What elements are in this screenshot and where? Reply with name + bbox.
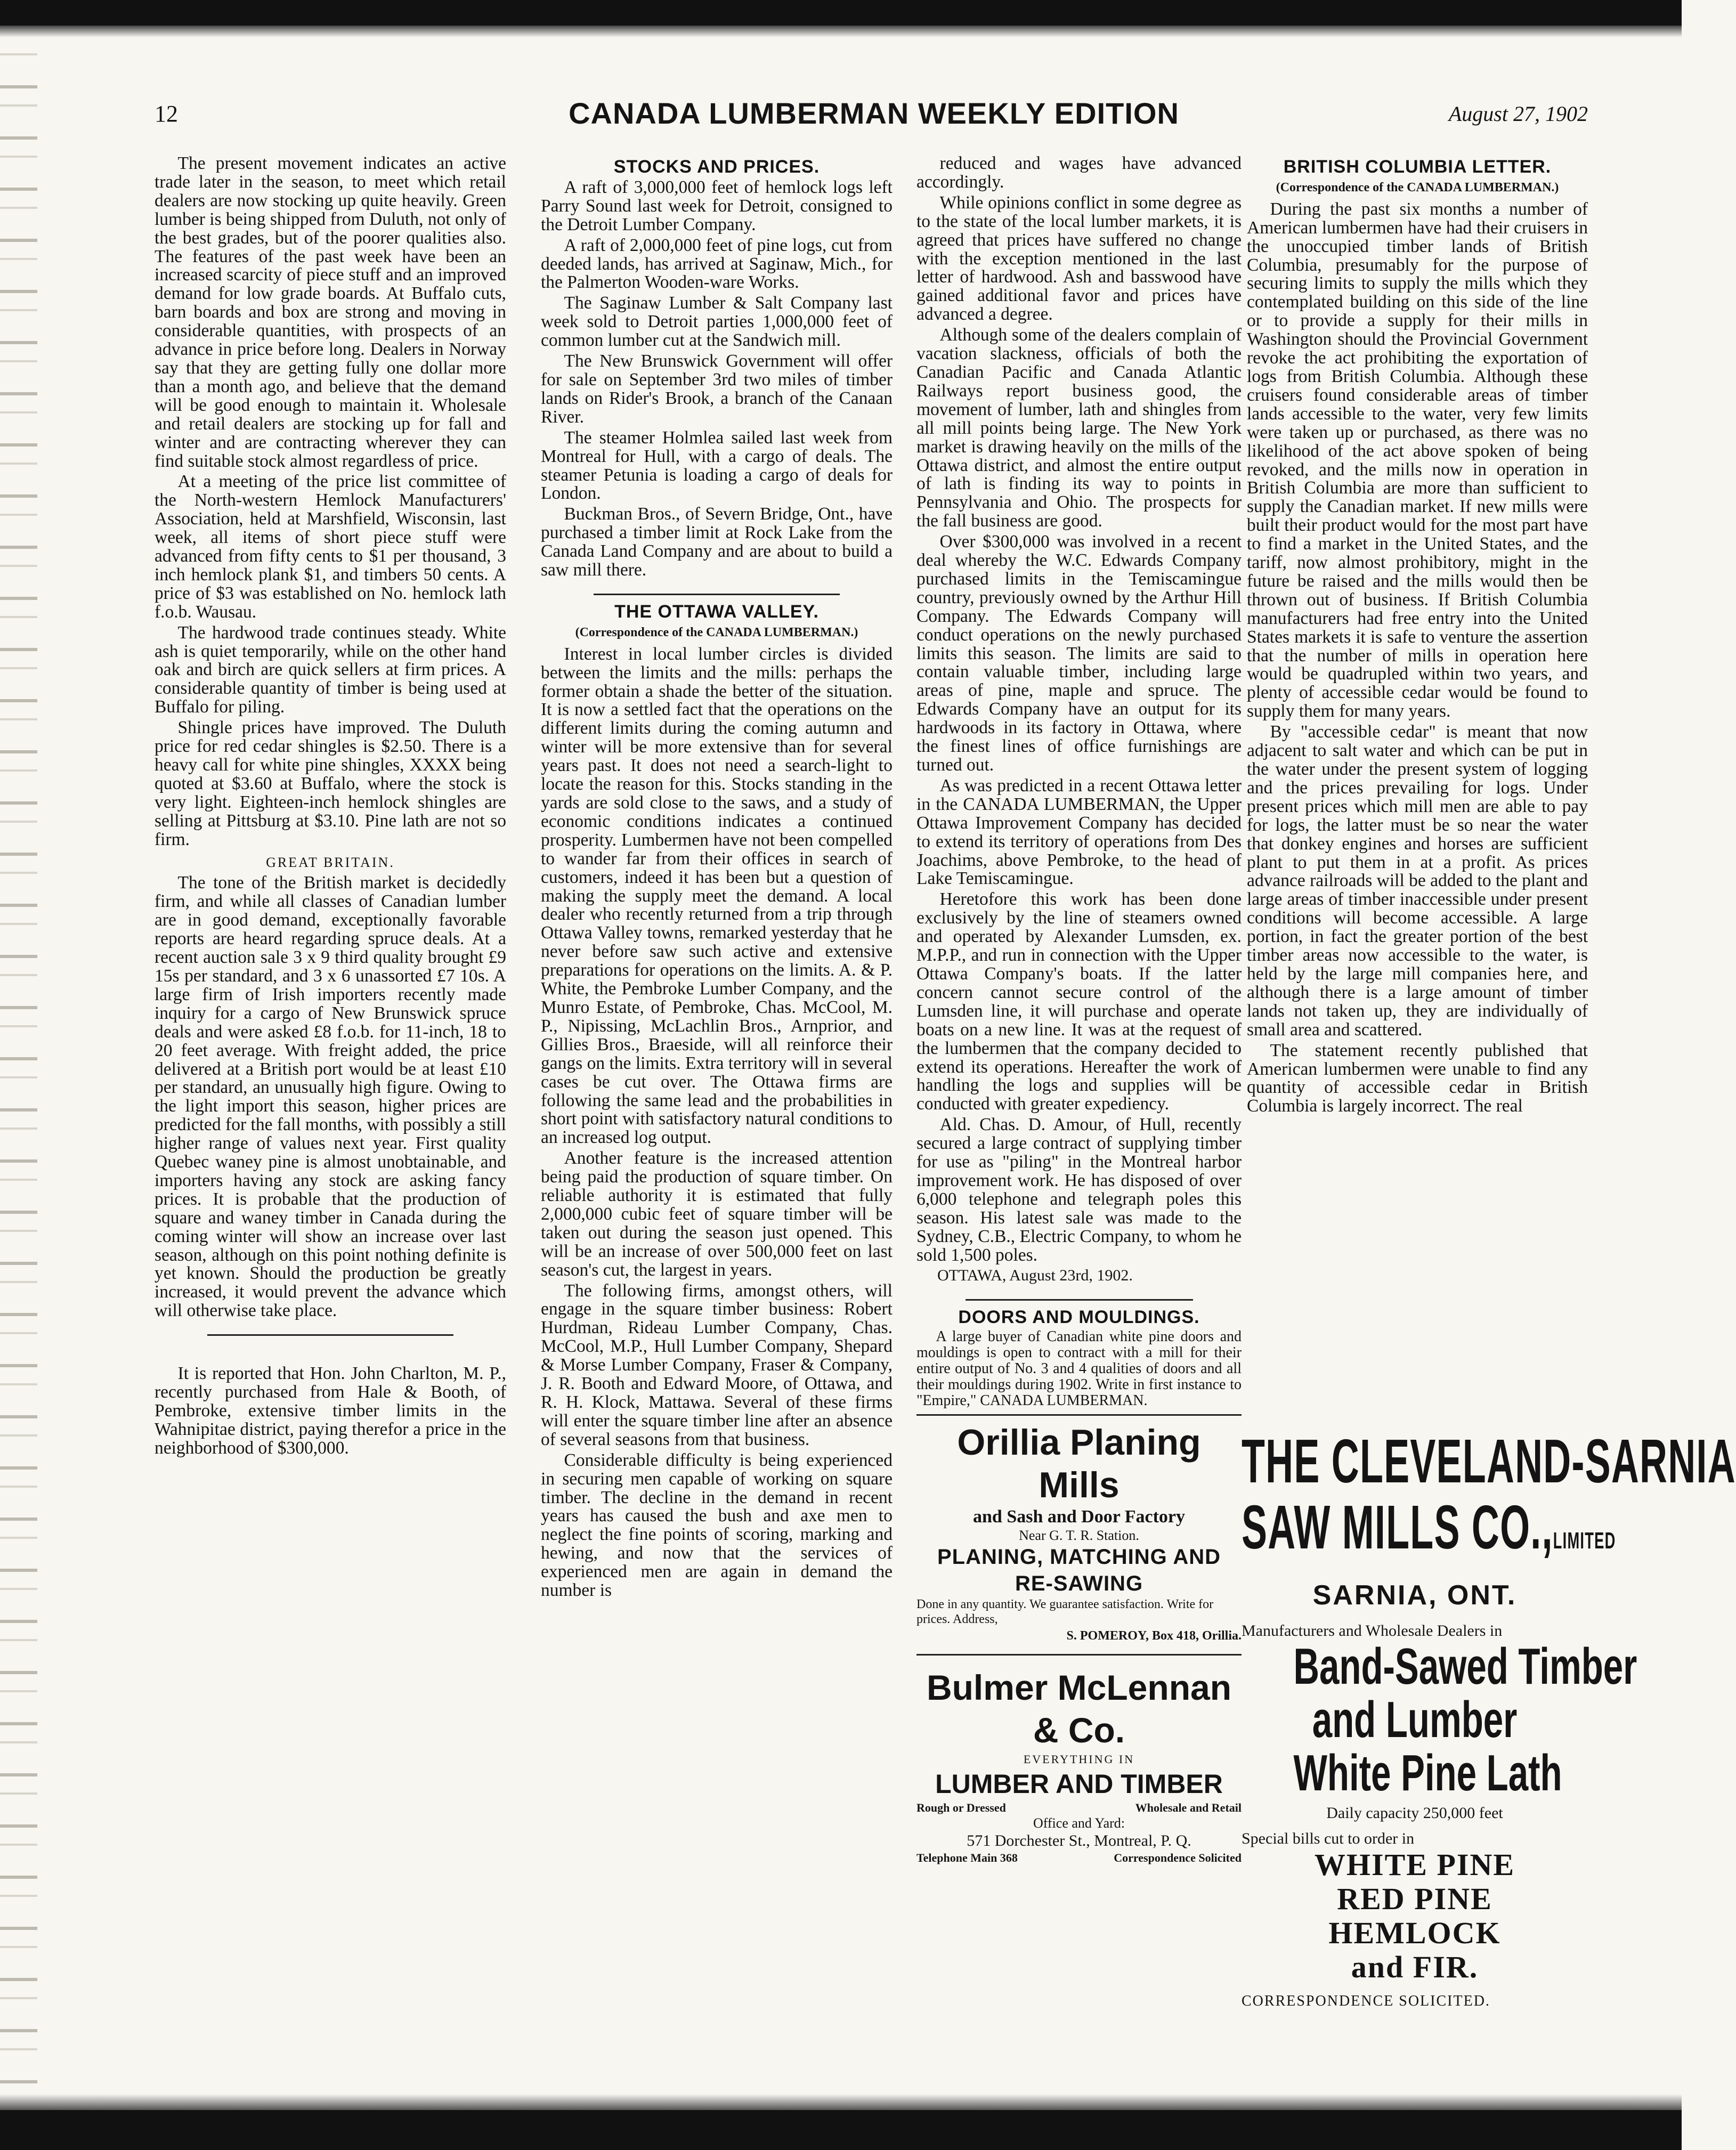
- paragraph: reduced and wages have advanced accordingly.: [916, 153, 1242, 192]
- paragraph: Over $300,000 was involved in a recent deal whereby the W.C. Edwards Company purchased limits in the Temiscamingue country, previously owned by the Arthur Hill Company. The Edwards Company will conduct operations on the newly purchased limits this season. The limits are said to contain valuable timber, including large areas of pine, maple and spruce. The Edwards Company have an output for its hardwoods in its factory in Ottawa, where the finest lines of office furnishings are turned out.: [916, 532, 1242, 775]
- divider: [594, 594, 840, 595]
- section-heading-ottawa: THE OTTAWA VALLEY.: [614, 601, 819, 622]
- section-heading-great-britain: GREAT BRITAIN.: [266, 854, 395, 870]
- paragraph: Although some of the dealers complain of vacation slackness, officials of both the Canadian Pacific and Canada Atlantic Railways report business good, the movement of lumber, lath and shingles from all mill points being large. The New York market is drawing heavily on the mills of the Ottawa district, and almost the entire output of lath is finding its way to points in Pennsylvania and Ohio. The prospects for the fall business are good.: [916, 325, 1242, 531]
- cs-ad-logo-line1: THE CLEVELAND-SARNIA: [1242, 1426, 1736, 1496]
- section-heading-stocks: STOCKS AND PRICES.: [613, 157, 820, 177]
- column-3: [916, 155, 1242, 1865]
- paragraph: The tone of the British market is decidedly firm, and while all classes of Canadian lumber are in good demand, exceptionally favorable reports are heard regarding spruce deals. At a recent auction sale 3 x 9 third quality brought £9 15s per standard, and 3 x 6 unassorted £7 10s. A large firm of Irish importers recently made inquiry for a cargo of New Brunswick spruce deals and were asked £8 f.o.b. for 11-inch, 18 to 20 feet average. With freight added, the price delivered at a British port would be at least £10 per standard, an unusually high figure. Owing to the light import this season, higher prices are predicted for the fall months, with possibly a still higher range of values next year. First quality Quebec waney pine is almost unobtainable, and importers having any stock are asking fancy prices. It is probable that the production of square and waney timber in Canada during the coming winter will show an increase over last season, although on this point nothing definite is yet known. Should the production be greatly increased, it would prevent the advance which will otherwise take place.: [155, 873, 506, 1321]
- scan-bottom-shadow: [0, 2094, 1682, 2110]
- cs-ad-logo-line2: [1242, 1492, 1616, 1574]
- orillia-ad: [916, 1414, 1242, 1645]
- paragraph: Considerable difficulty is being experienced in securing men capable of working on square timber. The decline in the demand in recent years has caused the bush and axe men to neglect the fine points of scoring, marking and hewing, and now that the services of experienced men are again in demand the number is: [541, 1450, 893, 1601]
- paragraph: A raft of 3,000,000 feet of hemlock logs left Parry Sound last week for Detroit, consigned to the Detroit Lumber Company.: [541, 177, 893, 234]
- orillia-ad-sub: and Sash and Door Factory: [973, 1507, 1185, 1527]
- cs-ad-product-3: White Pine Lath: [1293, 1745, 1562, 1802]
- orillia-ad-near: Near G. T. R. Station.: [1019, 1528, 1139, 1544]
- paragraph: The hardwood trade continues steady. White ash is quiet temporarily, while on the other hand oak and birch are quick sellers at firm prices. A considerable quantity of timber is being used at Buffalo for piling.: [155, 622, 506, 717]
- paragraph: The New Brunswick Government will offer for sale on September 3rd two miles of timber lands on Rider's Brook, a branch of the Canaan River.: [541, 351, 893, 427]
- orillia-ad-fine: Done in any quantity. We guarantee satisfaction. Write for prices. Address,: [916, 1597, 1214, 1627]
- bulmer-ad-row: [916, 1800, 1242, 1815]
- scan-top-edge: [0, 0, 1682, 26]
- paragraph: During the past six months a number of American lumbermen have had their cruisers in the unoccupied timber lands of British Columbia, presumably for the purpose of securing limits to supply the mills which they contemplated building on this side of the line or to provide a supply for their mills in Washington should the Provincial Government revoke the act prohibiting the exportation of logs from British Columbia. Although these cruisers found considerable areas of timber lands accessible to the water, very few limits were taken up or purchased, as there was no likelihood of the act above spoken of being revoked, and the mills now in operation in British Columbia are more than sufficient to supply the Canadian market. If new mills were built their product would for the most part have to find a market in the United States, and the tariff, now almost prohibitory, might in the future be raised and the mills would then be thrown out of business. If British Columbia manufacturers had free entry into the United States markets it is safe to venture the assertion that the number of mills in operation here would be quadrupled within two years, and plenty of accessible cedar would be found to supply them for many years.: [1247, 199, 1588, 721]
- paragraph: Buckman Bros., of Severn Bridge, Ont., have purchased a timber limit at Rock Lake from the Canada Land Company and are about to build a saw mill there.: [541, 504, 893, 580]
- cs-ad-special: Special bills cut to order in: [1242, 1830, 1415, 1847]
- orillia-ad-services: PLANING, MATCHING AND RE-SAWING: [937, 1545, 1221, 1596]
- section-heading-doors: DOORS AND MOULDINGS.: [958, 1307, 1200, 1328]
- cs-ad-ltd: LIMITED: [1553, 1528, 1616, 1554]
- doors-notice: A large buyer of Canadian white pine doors and mouldings is open to contract with a mill for their entire output of No. 3 and 4 qualities of doors and all their mouldings during 1902. Write in first instance to "Empire," CANADA LUMBERMAN.: [916, 1328, 1242, 1409]
- bulmer-ad-goods: LUMBER AND TIMBER: [935, 1769, 1223, 1799]
- bulmer-ad-title: Bulmer McLennan & Co.: [926, 1668, 1232, 1750]
- paragraph: Heretofore this work has been done exclusively by the line of steamers owned and operated by Alexander Lumsden, ex. M.P.P., and run in connection with the Upper Ottawa Company's boats. If the latter concern cannot secure control of the Lumsden line, it will purchase and operate boats on a new line. It was at the request of the lumbermen that the company decided to extend its operations. Hereafter the work of handling the logs and supplies will be conducted with greater expediency.: [916, 889, 1242, 1114]
- bulmer-ad: [916, 1654, 1242, 1865]
- cs-ad-product-2: and Lumber: [1312, 1691, 1518, 1748]
- paragraph: Interest in local lumber circles is divided between the limits and the mills: perhaps the former obtain a shade the better of the situation. It is now a settled fact that the operations on the different limits during the coming autumn and winter will be more extensive than for several years past. It does not need a search-light to locate the reason for this. Stocks standing in the yards are sold close to the saws, and a study of economic conditions indicates a continued prosperity. Lumbermen have not been compelled to wander far from their offices in search of customers, indeed it has been but a question of making the supply meet the demand. A local dealer who recently returned from a trip through Ottawa Valley towns, remarked yesterday that he never before saw such active and extensive preparations for operations on the limits. A. & P. White, the Pembroke Lumber Company, and the Munro Estate, of Pembroke, Chas. McCool, M. P., Nipissing, McLachlin Bros., Arnprior, and Gillies Bros., Braeside, will all reinforce their gangs on the limits. Extra territory will in several cases be cut over. The Ottawa firms are following the same lead and the probabilities in short point with satisfactory natural conditions to an increased log output.: [541, 644, 893, 1148]
- paragraph: At a meeting of the price list committee of the North-western Hemlock Manufacturers' Association, held at Marshfield, Wisconsin, last week, all items of short piece stuff were advanced from fifty cents to $1 per thousand, 3 inch hemlock plank $1, and timbers 50 cents. A price of $3 was established on No. hemlock lath f.o.b. Wausau.: [155, 472, 506, 622]
- orillia-ad-address: S. POMEROY, Box 418, Orillia.: [1066, 1629, 1242, 1643]
- paragraph: Another feature is the increased attention being paid the production of square timber. On reliable authority it is estimated that fully 2,000,000 cubic feet of square timber will be taken out during the season just opened. This will be an increase of over 500,000 feet on last season's cut, the largest in years.: [541, 1148, 893, 1280]
- bulmer-ad-address: 571 Dorchester St., Montreal, P. Q.: [967, 1832, 1191, 1850]
- scan-top-shadow: [0, 26, 1682, 37]
- cleveland-sarnia-ad: [1242, 1426, 1736, 2010]
- divider: [207, 1334, 453, 1336]
- paragraph: Ald. Chas. D. Amour, of Hull, recently secured a large contract of supplying timber for use as "piling" in the Montreal harbor improvement work. He has disposed of over 6,000 telephone and telegraph poles this season. His latest sale was made to the Sydney, C.B., Electric Company, to whom he sold 1,500 poles.: [916, 1115, 1242, 1265]
- paragraph: The present movement indicates an active trade later in the season, to meet which retail dealers are now stocking up quite heavily. Green lumber is being shipped from Duluth, not only of the best grades, but of the poorer qualities also. The features of the past week have been an increased scarcity of piece stuff and an improved demand for low grade boards. At Buffalo cuts, barn boards and box are strong and moving in considerable quantities, with prospects of an advance in price before long. Dealers in Norway say that they are getting fully one dollar more than a month ago, and believe that the demand will be good enough to maintain it. Wholesale and retail dealers are stocking up for fall and winter and are contracting wherever they can find suitable stock almost regardless of price.: [155, 153, 506, 471]
- paragraph: As was predicted in a recent Ottawa letter in the CANADA LUMBERMAN, the Upper Ottawa Improvement Company has decided to extend its territory of operations from Des Joachims, above Pembroke, to the head of Lake Temiscamingue.: [916, 775, 1242, 889]
- cs-ad-wood-3: HEMLOCK: [1328, 1916, 1501, 1950]
- bulmer-ad-tel: Telephone Main 368: [916, 1851, 1018, 1865]
- column-1: [155, 155, 506, 1460]
- page-number: 12: [155, 101, 178, 127]
- cs-ad-correspondence: CORRESPONDENCE SOLICITED.: [1242, 1993, 1490, 2009]
- section-heading-bc-letter: BRITISH COLUMBIA LETTER.: [1283, 157, 1552, 177]
- paragraph: By "accessible cedar" is meant that now adjacent to salt water and which can be put in the water under the present system of logging and the prices prevailing for logs. Under present prices which mill men are able to pay for logs, the latter must be so near the water that donkey engines and horses are sufficient plant to put them in at a profit. As prices advance railroads will be added to the plant and large areas of timber inaccessible under present conditions will become accessible. A large portion, in fact the greater portion of the best timber areas now accessible to the water, is held by the large mill companies here, and although there is a large amount of timber lands not taken up, they are individually of small area and scattered.: [1247, 722, 1588, 1040]
- cs-ad-logo-name: SAW MILLS CO.,: [1242, 1492, 1553, 1562]
- bulmer-ad-left: Rough or Dressed: [916, 1801, 1006, 1815]
- paragraph: The statement recently published that American lumbermen were unable to find any quantity of accessible cedar in British Columbia is largely incorrect. The real: [1247, 1040, 1588, 1116]
- orillia-ad-title: Orillia Planing Mills: [957, 1422, 1201, 1506]
- masthead: CANADA LUMBERMAN WEEKLY EDITION: [569, 96, 1179, 130]
- charlton-note: It is reported that Hon. John Charlton, M. P., recently purchased from Hale & Booth, of Pembroke, extensive timber limits in the Wahnipitae district, paying therefor a price in the neighborhood of $300,000.: [155, 1364, 506, 1458]
- divider: [966, 1299, 1193, 1301]
- bulmer-ad-right: Wholesale and Retail: [1135, 1801, 1242, 1815]
- paragraph: The steamer Holmlea sailed last week from Montreal for Hull, with a cargo of deals. The steamer Petunia is loading a cargo of deals for London.: [541, 427, 893, 504]
- bulmer-ad-corr: Correspondence Solicited: [1114, 1851, 1242, 1865]
- paragraph: A raft of 2,000,000 feet of pine logs, cut from deeded lands, has arrived at Saginaw, Mich., for the Palmerton Wooden-ware Works.: [541, 235, 893, 293]
- scan-bottom-edge: [0, 2110, 1682, 2150]
- paragraph: Shingle prices have improved. The Duluth price for red cedar shingles is $2.50. There is a heavy call for white pine shingles, XXXX being quoted at $3.60 at Buffalo, where the stock is very light. Eighteen-inch hemlock shingles are selling at Pittsburg at $3.10. Pine lath are not so firm.: [155, 718, 506, 849]
- cs-ad-wood-2: RED PINE: [1337, 1881, 1492, 1916]
- cs-ad-city: SARNIA, ONT.: [1312, 1580, 1517, 1611]
- cs-ad-capacity: Daily capacity 250,000 feet: [1326, 1804, 1503, 1822]
- ottawa-signoff: OTTAWA, August 23rd, 1902.: [937, 1267, 1133, 1285]
- paragraph: While opinions conflict in some degree as to the state of the local lumber markets, it is agreed that prices have suffered no change with the exception mentioned in the last letter of hardwood. Ash and basswood have gained additional favor and prices have advanced a degree.: [916, 192, 1242, 324]
- paragraph: The following firms, amongst others, will engage in the square timber business: Robert Hurdman, Rideau Lumber Company, Chas. McCool, M.P., Hull Lumber Company, Shepard & Morse Lumber Company, Fraser & Company, J. R. Booth and Edward Moore, of Ottawa, and R. H. Klock, Mattawa. Several of these firms will enter the square timber line after an absence of several seasons from that business.: [541, 1280, 893, 1449]
- correspondence-line: (Correspondence of the CANADA LUMBERMAN.): [1276, 180, 1559, 194]
- cs-ad-mfr: Manufacturers and Wholesale Dealers in: [1242, 1622, 1503, 1640]
- issue-date: August 27, 1902: [1448, 102, 1588, 126]
- paragraph: The Saginaw Lumber & Salt Company last week sold to Detroit parties 1,000,000 feet of common lumber cut at the Sandwich mill.: [541, 293, 893, 351]
- cs-ad-product-1: Band-Sawed Timber: [1293, 1638, 1637, 1695]
- column-4: [1247, 155, 1588, 1118]
- scan-left-edge: [0, 37, 37, 2110]
- bulmer-ad-row2: [916, 1851, 1242, 1865]
- bulmer-ad-office: Office and Yard:: [1033, 1815, 1125, 1831]
- bulmer-ad-everything: EVERYTHING IN: [1023, 1753, 1135, 1766]
- column-2: [541, 155, 893, 1602]
- correspondence-line: (Correspondence of the CANADA LUMBERMAN.): [575, 625, 858, 639]
- cs-ad-wood-1: WHITE PINE: [1314, 1847, 1515, 1882]
- cs-ad-wood-4: and FIR.: [1351, 1950, 1479, 1984]
- page-header: [155, 96, 1593, 133]
